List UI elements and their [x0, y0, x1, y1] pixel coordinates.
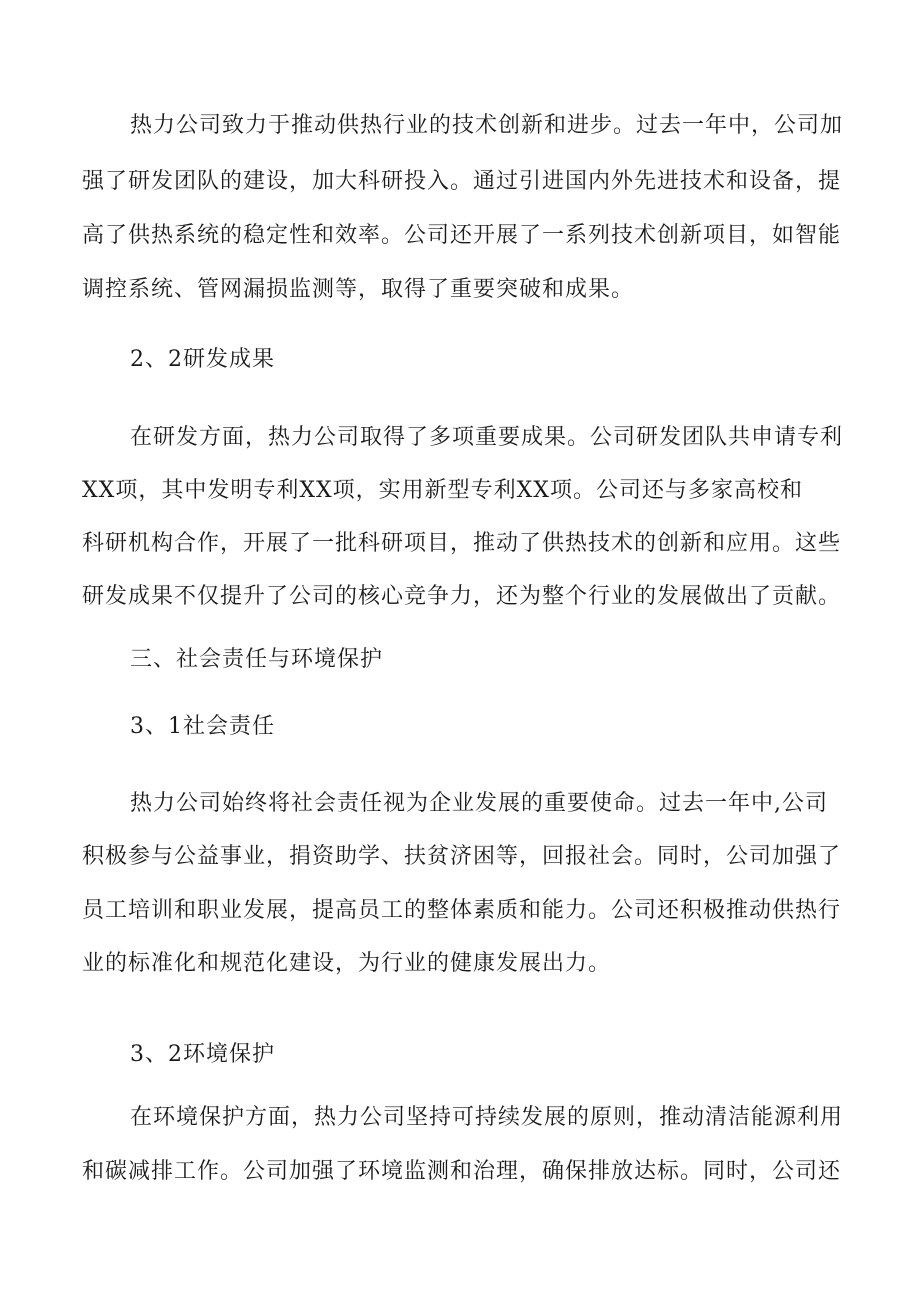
paragraph-2-line-3: 科研机构合作，开展了一批科研项目，推动了供热技术的创新和应用。这些: [82, 531, 842, 556]
paragraph-2-line-2: XX项，其中发明专利XX项，实用新型专利XX项。公司还与多家高校和: [82, 478, 803, 503]
paragraph-1-line-3: 高了供热系统的稳定性和效率。公司还开展了一系列技术创新项目，如智能: [82, 223, 842, 248]
paragraph-2-line-1: 在研发方面，热力公司取得了多项重要成果。公司研发团队共申请专利: [130, 425, 844, 450]
section-heading-3-2: 3、2环境保护: [130, 1042, 275, 1067]
section-heading-2-2: 2、2研发成果: [130, 347, 275, 372]
section-heading-3: 三、社会责任与环境保护: [130, 647, 384, 672]
paragraph-3-line-2: 积极参与公益事业，捐资助学、扶贫济困等，回报社会。同时，公司加强了: [82, 844, 842, 869]
paragraph-3-line-4: 业的标准化和规范化建设，为行业的健康发展出力。: [82, 951, 612, 976]
paragraph-1-line-1: 热力公司致力于推动供热行业的技术创新和进步。过去一年中，公司加: [130, 113, 844, 138]
paragraph-3-line-1: 热力公司始终将社会责任视为企业发展的重要使命。过去一年中,公司: [130, 791, 828, 816]
paragraph-1-line-2: 强了研发团队的建设，加大科研投入。通过引进国内外先进技术和设备，提: [82, 169, 842, 194]
paragraph-4-line-2: 和碳减排工作。公司加强了环境监测和治理，确保排放达标。同时，公司还: [82, 1159, 842, 1184]
paragraph-2-line-4: 研发成果不仅提升了公司的核心竞争力，还为整个行业的发展做出了贡献。: [82, 584, 842, 609]
paragraph-3-line-3: 员工培训和职业发展，提高员工的整体素质和能力。公司还积极推动供热行: [82, 898, 842, 923]
paragraph-4-line-1: 在环境保护方面，热力公司坚持可持续发展的原则，推动清洁能源利用: [130, 1105, 844, 1130]
paragraph-1-line-4: 调控系统、管网漏损监测等，取得了重要突破和成果。: [82, 277, 635, 302]
section-heading-3-1: 3、1社会责任: [130, 714, 275, 739]
